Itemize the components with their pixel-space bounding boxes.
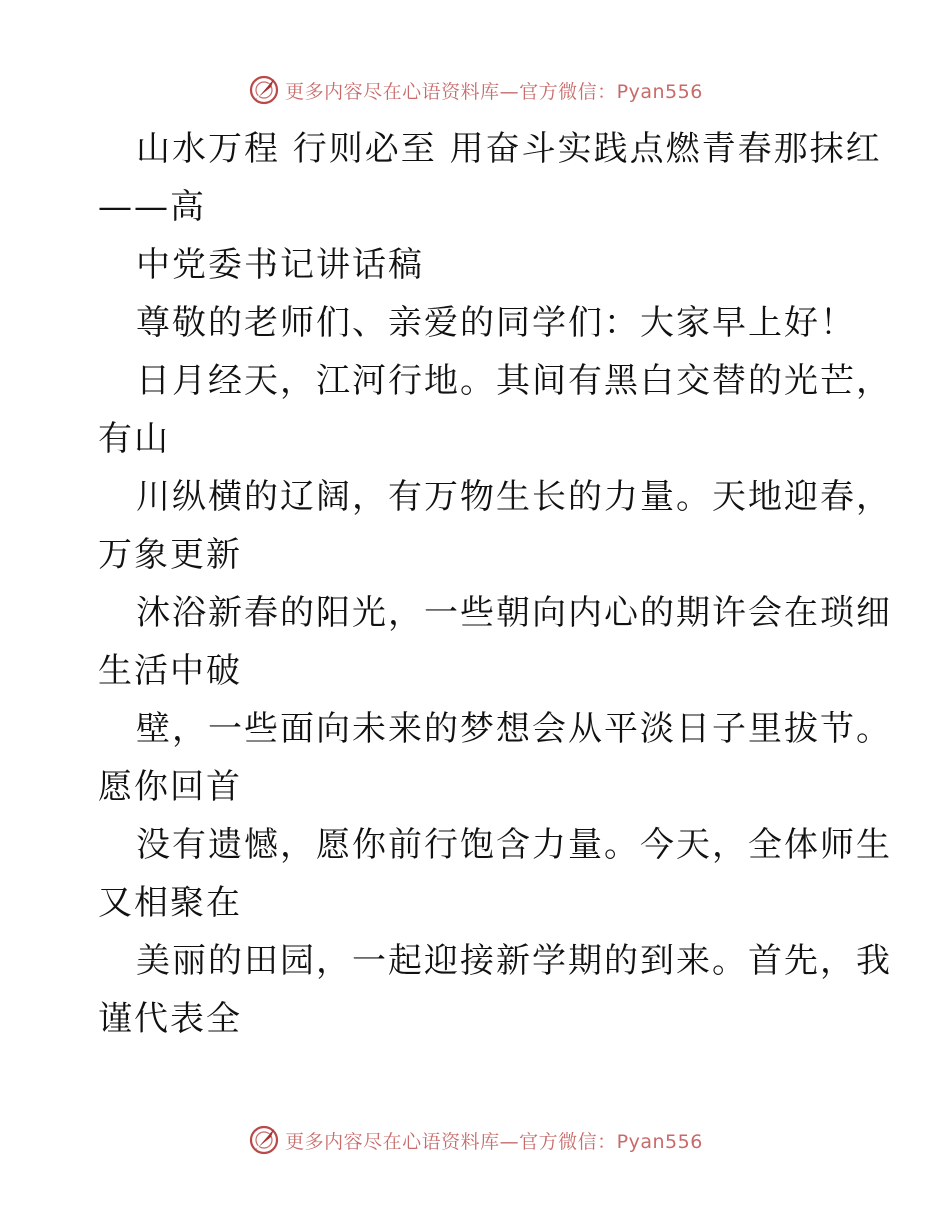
footer-banner-text: 更多内容尽在心语资料库—官方微信：Pyan556	[285, 1130, 703, 1153]
body-line-wrap: 生活中破	[98, 651, 242, 691]
body-line-wrap: 有山	[98, 419, 170, 459]
quill-seal-icon	[247, 73, 281, 107]
body-line: 川纵横的辽阔，有万物生长的力量。天地迎春，	[136, 477, 892, 517]
quill-seal-icon	[247, 1123, 281, 1157]
body-line: 沐浴新春的阳光，一些朝向内心的期许会在琐细	[136, 593, 892, 633]
header-banner	[0, 70, 950, 110]
body-line: 没有遗憾，愿你前行饱含力量。今天，全体师生	[136, 825, 892, 865]
body-line: 美丽的田园，一起迎接新学期的到来。首先，我	[136, 941, 892, 981]
header-banner-text: 更多内容尽在心语资料库—官方微信：Pyan556	[285, 80, 703, 103]
title-line-3: 中党委书记讲话稿	[136, 245, 424, 285]
title-line-2: ——高	[98, 187, 206, 227]
body-line-wrap: 万象更新	[98, 535, 242, 575]
body-line: 日月经天，江河行地。其间有黑白交替的光芒，	[136, 361, 892, 401]
greeting-line: 尊敬的老师们、亲爱的同学们：大家早上好！	[136, 303, 856, 343]
document-body	[98, 120, 892, 1048]
body-line-wrap: 又相聚在	[98, 883, 242, 923]
title-line-1: 山水万程 行则必至 用奋斗实践点燃青春那抹红	[136, 129, 882, 169]
body-line-wrap: 愿你回首	[98, 767, 242, 807]
footer-banner	[0, 1120, 950, 1160]
body-line: 壁，一些面向未来的梦想会从平淡日子里拔节。	[136, 709, 892, 749]
body-line-wrap: 谨代表全	[98, 999, 242, 1039]
